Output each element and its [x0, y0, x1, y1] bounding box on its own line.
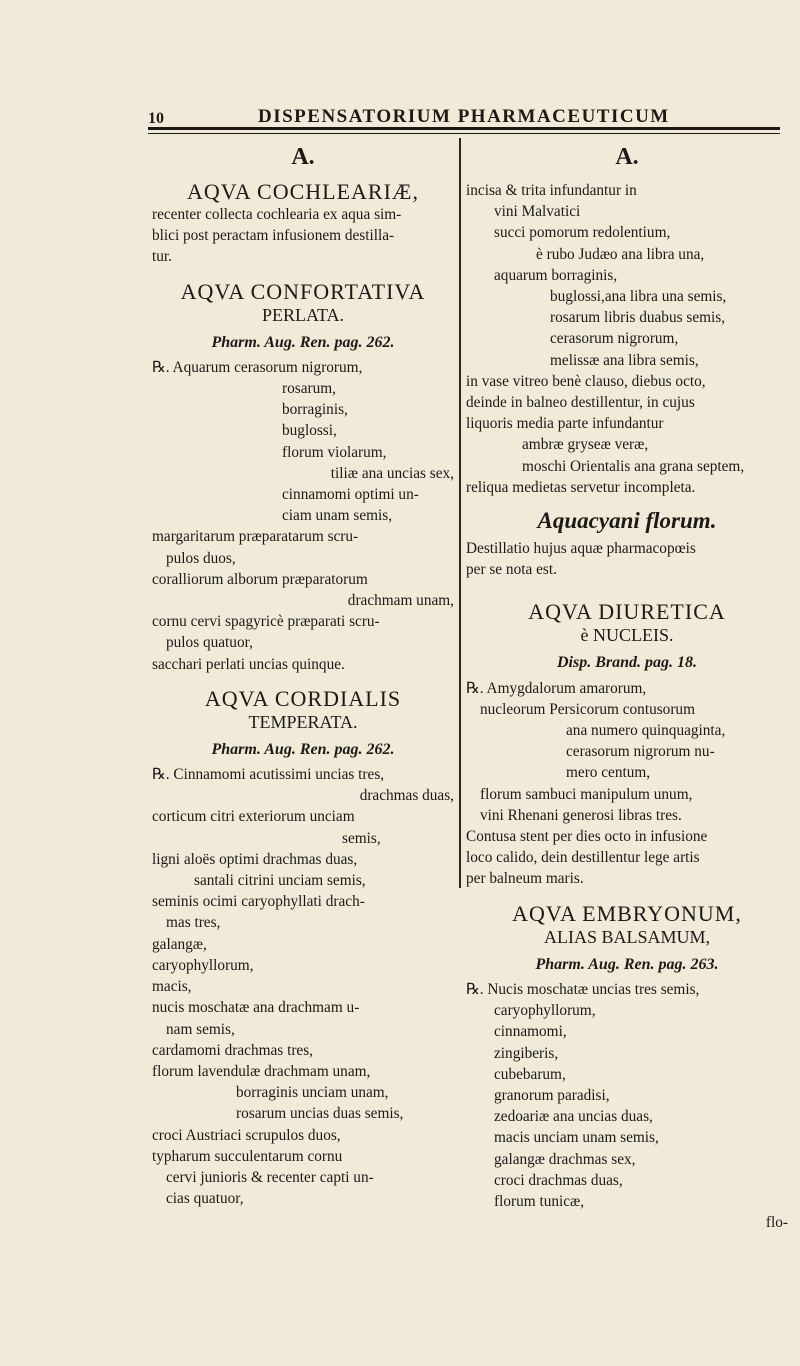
entry-subtitle: TEMPERATA. [248, 711, 358, 732]
recipe-line: mero centum, [566, 764, 651, 782]
right-column [466, 142, 788, 1233]
recipe-line: buglossi,ana libra una semis, [550, 288, 727, 306]
recipe-line: cardamomi drachmas tres, [152, 1041, 313, 1059]
header-rule [148, 127, 780, 130]
recipe-line: semis, [342, 829, 381, 847]
recipe-line: nucleorum Persicorum contusorum [480, 700, 695, 718]
recipe-line: croci Austriaci scrupulos duos, [152, 1126, 341, 1144]
left-column [152, 142, 454, 1209]
recipe-line: aquarum borraginis, [494, 266, 618, 284]
recipe-line: cervi junioris & recenter capti un- [166, 1168, 374, 1186]
entry-title: AQVA EMBRYONUM, [512, 900, 742, 926]
recipe-line: ℞. Amygdalorum amarorum, [466, 679, 647, 697]
recipe-line: cias quatuor, [166, 1190, 244, 1208]
recipe-line: succi pomorum redolentium, [494, 224, 671, 242]
recipe-line: galangæ, [152, 935, 207, 953]
text-line: recenter collecta cochlearia ex aqua sim- [152, 206, 402, 223]
recipe-line: zedoariæ ana uncias duas, [494, 1108, 653, 1126]
recipe-line: ℞. Nucis moschatæ uncias tres semis, [466, 980, 700, 998]
recipe-line: corticum citri exteriorum unciam [152, 808, 355, 826]
recipe-line: vini Rhenani generosi libras tres. [480, 806, 682, 824]
recipe-line: loco calido, dein destillentur lege artis [466, 849, 700, 867]
recipe-line: melissæ ana libra semis, [550, 351, 699, 369]
recipe-line: florum violarum, [282, 443, 387, 461]
text-line: tur. [152, 248, 172, 266]
recipe-line: ℞. Cinnamomi acutissimi uncias tres, [152, 766, 385, 784]
recipe-line: deinde in balneo destillentur, in cujus [466, 394, 695, 412]
source-citation: Disp. Brand. pag. 18. [556, 654, 698, 672]
running-title: DISPENSATORIUM PHARMACEUTICUM [258, 106, 670, 127]
recipe-line: cubebarum, [494, 1065, 566, 1083]
recipe-line: vini Malvatici [494, 203, 581, 221]
recipe-line: per balneum maris. [466, 870, 584, 888]
recipe-line: cerasorum nigrorum nu- [566, 743, 715, 761]
recipe-line: ambræ gryseæ veræ, [522, 436, 649, 454]
recipe-line: florum tunicæ, [494, 1192, 585, 1210]
text-line: blici post peractam infusionem destilla- [152, 227, 395, 245]
entry-title: AQVA COCHLEARIÆ, [187, 179, 419, 204]
entry-subtitle: ALIAS BALSAMUM, [543, 926, 711, 947]
recipe-line: santali citrini unciam semis, [194, 872, 366, 890]
recipe-line: è rubo Judæo ana libra una, [536, 245, 705, 263]
recipe-line: margaritarum præparatarum scru- [152, 528, 359, 546]
recipe-line: seminis ocimi caryophyllati drach- [152, 893, 365, 911]
source-citation: Pharm. Aug. Ren. pag. 262. [211, 740, 395, 758]
section-letter: A. [291, 144, 315, 170]
recipe-line: borraginis, [282, 401, 348, 419]
recipe-line: rosarum uncias duas semis, [236, 1105, 404, 1123]
recipe-line: rosarum, [282, 380, 336, 398]
source-citation: Pharm. Aug. Ren. pag. 263. [535, 955, 719, 973]
entry-title: AQVA DIURETICA [528, 599, 726, 625]
recipe-line: sacchari perlati uncias quinque. [152, 655, 345, 673]
entry-title: Aquacyani florum. [537, 508, 717, 534]
recipe-line: cinnamomi, [494, 1023, 567, 1041]
recipe-line: zingiberis, [494, 1044, 559, 1062]
recipe-line: granorum paradisi, [494, 1086, 610, 1104]
recipe-line: moschi Orientalis ana grana septem, [522, 457, 745, 475]
recipe-line: nucis moschatæ ana drachmam u- [152, 999, 360, 1017]
text-line: per se nota est. [466, 561, 557, 579]
section-letter: A. [615, 144, 639, 170]
recipe-line: pulos quatuor, [166, 634, 253, 652]
recipe-line: nam semis, [166, 1020, 235, 1038]
recipe-line: drachmas duas, [359, 787, 454, 805]
source-citation: Pharm. Aug. Ren. pag. 262. [211, 333, 395, 351]
entry-title: AQVA CONFORTATIVA [180, 278, 426, 304]
catchword: flo- [765, 1214, 788, 1232]
recipe-line: reliqua medietas servetur incompleta. [466, 478, 696, 496]
recipe-line: ligni aloës optimi drachmas duas, [152, 850, 358, 868]
recipe-line: liquoris media parte infundantur [466, 415, 664, 433]
entry-title: AQVA CORDIALIS [204, 685, 402, 711]
recipe-line: caryophyllorum, [152, 956, 254, 974]
recipe-line: mas tres, [166, 914, 221, 932]
page-number: 10 [148, 110, 164, 127]
recipe-line: florum lavendulæ drachmam unam, [152, 1062, 371, 1080]
recipe-line: in vase vitreo benè clauso, diebus octo, [466, 372, 706, 390]
recipe-line: cerasorum nigrorum, [550, 330, 679, 348]
recipe-line: Contusa stent per dies octo in infusione [466, 828, 708, 846]
recipe-line: macis, [152, 978, 192, 996]
recipe-line: ana numero quinquaginta, [566, 722, 726, 740]
recipe-line: buglossi, [282, 422, 337, 440]
recipe-line: incisa & trita infundantur in [466, 182, 637, 199]
recipe-line: borraginis unciam unam, [236, 1084, 389, 1102]
header-rule-thin [148, 133, 780, 134]
recipe-line: caryophyllorum, [494, 1002, 596, 1020]
recipe-line: ℞. Aquarum cerasorum nigrorum, [152, 358, 363, 376]
recipe-line: drachmam unam, [347, 592, 454, 610]
entry-subtitle: è NUCLEIS. [580, 625, 674, 646]
recipe-line: tiliæ ana uncias sex, [330, 464, 454, 482]
recipe-line: cinnamomi optimi un- [282, 486, 419, 504]
text-line: Destillatio hujus aquæ pharmacopœis [466, 540, 696, 558]
recipe-line: croci drachmas duas, [494, 1171, 623, 1189]
column-divider [459, 138, 461, 888]
recipe-line: cornu cervi spagyricè præparati scru- [152, 613, 380, 631]
recipe-line: ciam unam semis, [282, 507, 393, 525]
recipe-line: rosarum libris duabus semis, [550, 309, 726, 327]
recipe-line: macis unciam unam semis, [494, 1129, 659, 1147]
entry-subtitle: PERLATA. [261, 304, 345, 325]
recipe-line: galangæ drachmas sex, [494, 1150, 636, 1168]
recipe-line: typharum succulentarum cornu [152, 1147, 343, 1165]
recipe-line: pulos duos, [166, 549, 236, 567]
recipe-line: florum sambuci manipulum unum, [480, 785, 693, 803]
recipe-line: coralliorum alborum præparatorum [152, 570, 368, 588]
